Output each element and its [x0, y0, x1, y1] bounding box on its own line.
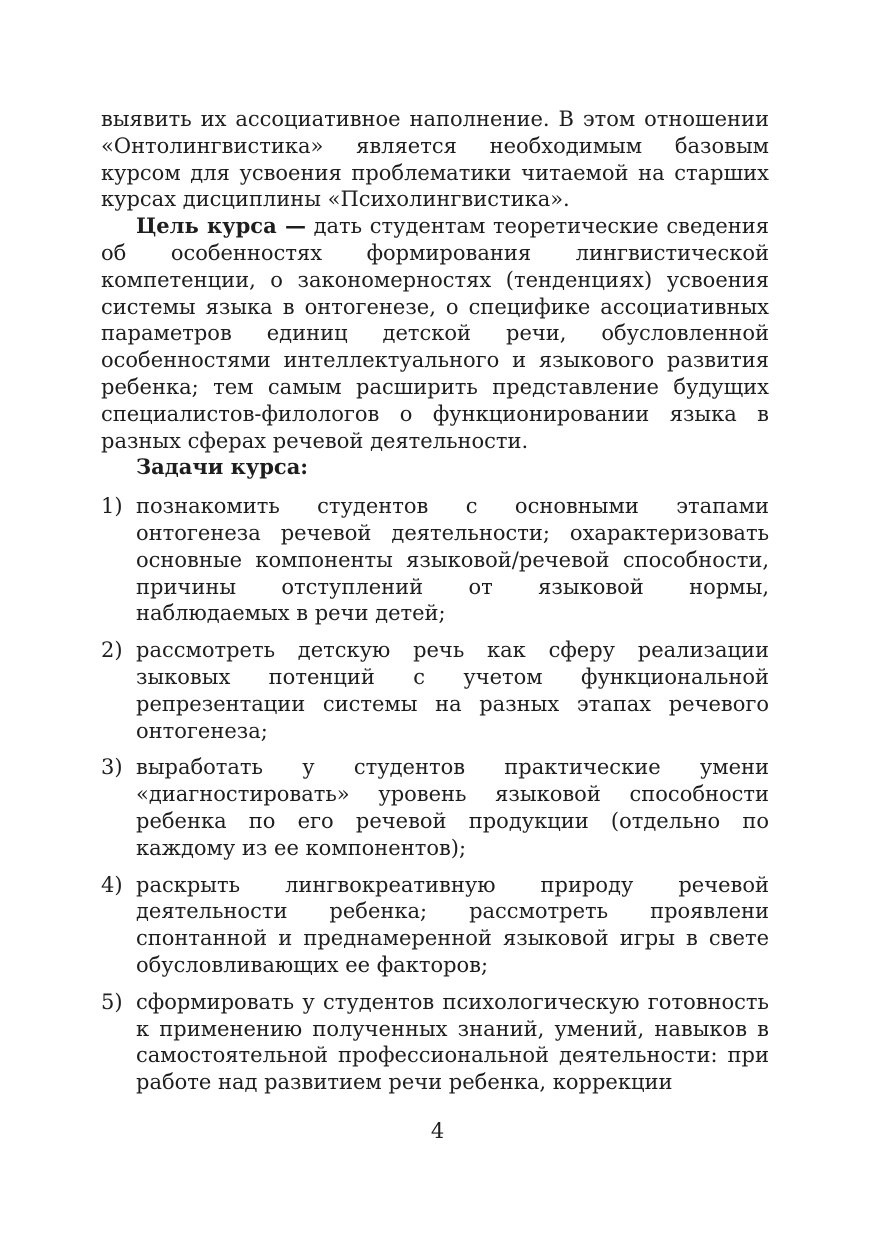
- page-number: 4: [430, 1119, 445, 1143]
- task-number: 2): [101, 638, 123, 663]
- tasks-heading: Задачи курса:: [136, 454, 309, 480]
- task-number: 1): [101, 494, 123, 519]
- task-item-3: [101, 754, 769, 861]
- task-number: 5): [101, 989, 123, 1014]
- task-item-5: [101, 989, 769, 1096]
- main-text: [101, 106, 769, 1106]
- task-item-4: [101, 872, 769, 979]
- task-list: [101, 493, 769, 1096]
- task-text: выработать у студентов практические умени «диагностировать» уровень языковой способности ребенка по его речевой продукции (отдельно по каждому из ее компонентов);: [136, 755, 769, 860]
- intro-paragraph: выявить их ассоциативное наполнение. В этом отношении «Онтолингвистика» является необходимым базовым курсом для усвоения проблематики читаемой на старших курсах дисциплины «Психолингвистика».: [101, 107, 769, 212]
- goal-paragraph: [101, 213, 769, 454]
- task-text: познакомить студентов с основными этапами онтогенеза речевой деятельности; охарактеризовать основные компоненты языковой/речевой способности, причины отступлений от языковой нормы, наблюдаемых в речи детей;: [136, 494, 769, 626]
- task-item-2: [101, 637, 769, 744]
- goal-label: Цель курса —: [136, 213, 306, 239]
- task-text: сформировать у студентов психологическую готовность к применению полученных знаний, умений, навыков в самостоятельной профессиональной деятельности: при работе над развитием речи ребенка, коррекции: [136, 989, 769, 1095]
- task-item-1: [101, 493, 769, 627]
- goal-text: дать студентам теоретические сведения об особенностях формирования лингвистической компетенции, о закономерностях (тенденциях) усвоения системы языка в онтогенезе, о специфике ассоциативных параметров единиц детской речи, обусловленной особенностями интеллектуального и языкового развития ребенка; тем самым расширить представление будущих специалистов-филологов о функционировании языка в разных сферах речевой деятельности.: [101, 214, 769, 453]
- task-number: 3): [101, 755, 123, 780]
- task-text: рассмотреть детскую речь как сферу реализации зыковых потенций с учетом функциональной репрезентации системы на разных этапах речевого онтогенеза;: [136, 638, 769, 743]
- task-text: раскрыть лингвокреативную природу речевой деятельности ребенка; рассмотреть проявлени спонтанной и преднамеренной языковой игры в свете обусловливающих ее факторов;: [136, 872, 769, 977]
- task-number: 4): [101, 872, 123, 897]
